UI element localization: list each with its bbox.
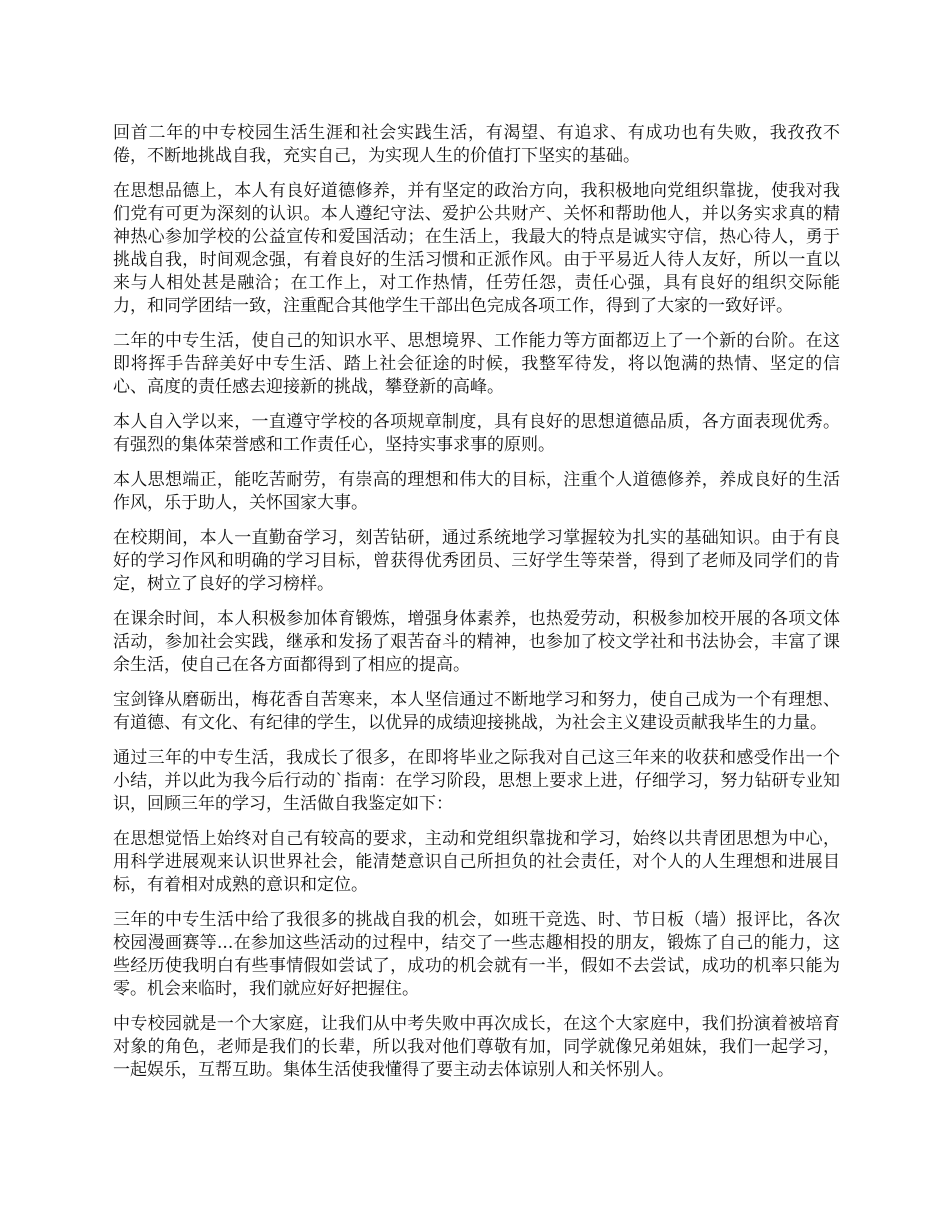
paragraph: 二年的中专生活，使自己的知识水平、思想境界、工作能力等方面都迈上了一个新的台阶。在这即将挥手告辞美好中专生活、踏上社会征途的时候，我整军待发，将以饱满的热情、坚定的信心、高度的责任感去迎接新的挑战，攀登新的高峰。 <box>113 331 840 397</box>
paragraph: 回首二年的中专校园生活生涯和社会实践生活，有渴望、有追求、有成功也有失败，我孜孜不倦，不断地挑战自我，充实自己，为实现人生的价值打下坚实的基础。 <box>113 123 840 166</box>
paragraph: 中专校园就是一个大家庭，让我们从中考失败中再次成长，在这个大家庭中，我们扮演着被培育对象的角色，老师是我们的长辈，所以我对他们尊敬有加，同学就像兄弟姐妹，我们一起学习，一起娱乐，互帮互助。集体生活使我懂得了要主动去体谅别人和关怀别人。 <box>113 1014 840 1080</box>
paragraph: 宝剑锋从磨砺出，梅花香自苦寒来，本人坚信通过不断地学习和努力，使自己成为一个有理想、有道德、有文化、有纪律的学生，以优异的成绩迎接挑战，为社会主义建设贡献我毕生的力量。 <box>113 690 840 733</box>
paragraph: 在课余时间，本人积极参加体育锻炼，增强身体素养，也热爱劳动，积极参加校开展的各项文体活动，参加社会实践，继承和发扬了艰苦奋斗的精神，也参加了校文学社和书法协会，丰富了课余生活，使自己在各方面都得到了相应的提高。 <box>113 609 840 675</box>
paragraph: 通过三年的中专生活，我成长了很多，在即将毕业之际我对自己这三年来的收获和感受作出一个小结，并以此为我今后行动的`指南：在学习阶段，思想上要求上进，仔细学习，努力钻研专业知识，回顾三年的学习，生活做自我鉴定如下： <box>113 748 840 814</box>
document-body <box>113 122 840 1094</box>
paragraph: 在校期间，本人一直勤奋学习，刻苦钻研，通过系统地学习掌握较为扎实的基础知识。由于有良好的学习作风和明确的学习目标，曾获得优秀团员、三好学生等荣誉，得到了老师及同学们的肯定，树立了良好的学习榜样。 <box>113 528 840 594</box>
paragraph: 三年的中专生活中给了我很多的挑战自我的机会，如班干竞选、时、节日板（墙）报评比，各次校园漫画赛等...在参加这些活动的过程中，结交了一些志趣相投的朋友，锻炼了自己的能力，这些经历使我明白有些事情假如尝试了，成功的机会就有一半，假如不去尝试，成功的机率只能为零。机会来临时，我们就应好好把握住。 <box>113 910 840 999</box>
paragraph: 本人思想端正，能吃苦耐劳，有崇高的理想和伟大的目标，注重个人道德修养，养成良好的生活作风，乐于助人，关怀国家大事。 <box>113 470 840 513</box>
paragraph: 在思想品德上，本人有良好道德修养，并有坚定的政治方向，我积极地向党组织靠拢，使我对我们党有可更为深刻的认识。本人遵纪守法、爱护公共财产、关怀和帮助他人，并以务实求真的精神热心参加学校的公益宣传和爱国活动；在生活上，我最大的特点是诚实守信，热心待人，勇于挑战自我，时间观念强，有着良好的生活习惯和正派作风。由于平易近人待人友好，所以一直以来与人相处甚是融洽；在工作上，对工作热情，任劳任怨，责任心强，具有良好的组织交际能力，和同学团结一致，注重配合其他学生干部出色完成各项工作，得到了大家的一致好评。 <box>113 181 840 316</box>
paragraph: 在思想觉悟上始终对自己有较高的要求，主动和党组织靠拢和学习，始终以共青团思想为中心，用科学进展观来认识世界社会，能清楚意识自己所担负的社会责任，对个人的人生理想和进展目标，有着相对成熟的意识和定位。 <box>113 829 840 895</box>
paragraph: 本人自入学以来，一直遵守学校的各项规章制度，具有良好的思想道德品质，各方面表现优秀。有强烈的集体荣誉感和工作责任心，坚持实事求事的原则。 <box>113 412 840 455</box>
